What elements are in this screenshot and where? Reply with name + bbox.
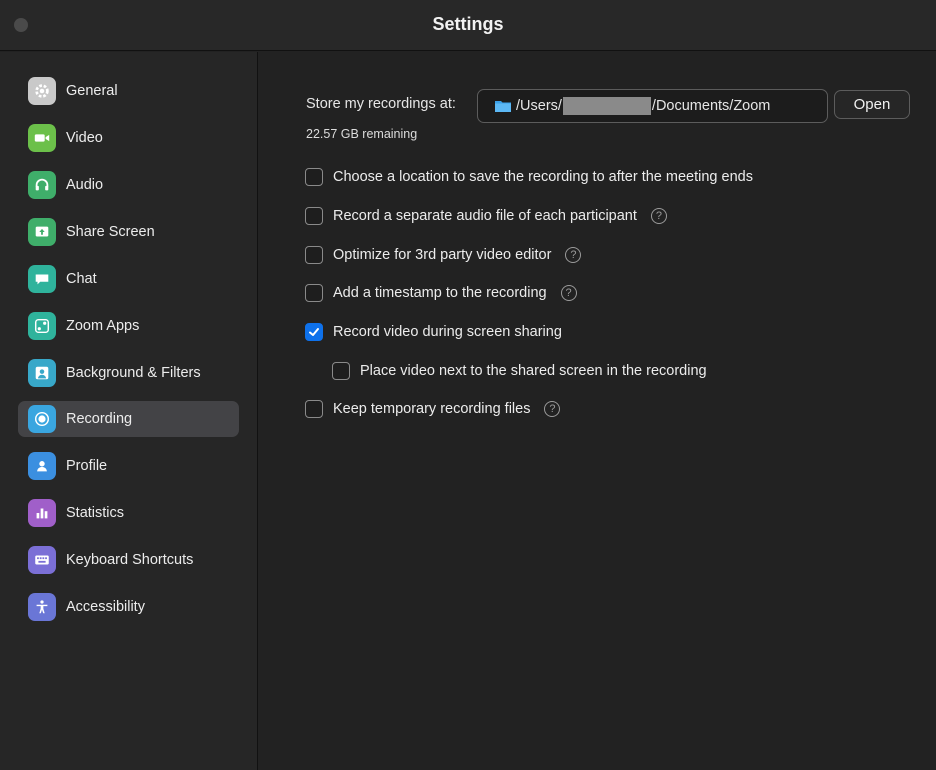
keyboard-icon [28, 546, 56, 574]
place-video-next-checkbox[interactable] [332, 362, 350, 380]
option-label: Record video during screen sharing [333, 324, 562, 340]
option-place-video-next[interactable] [332, 362, 707, 380]
sidebar-item-label: Zoom Apps [66, 318, 140, 334]
sidebar-item-statistics[interactable] [18, 495, 239, 531]
path-suffix: /Documents/Zoom [651, 98, 771, 114]
store-recordings-label: Store my recordings at: [306, 96, 456, 112]
help-icon[interactable]: ? [561, 285, 577, 301]
keep-temp-files-checkbox[interactable] [305, 400, 323, 418]
option-label: Add a timestamp to the recording [333, 285, 547, 301]
sidebar-item-label: Video [66, 130, 103, 146]
record-video-sharing-checkbox[interactable] [305, 323, 323, 341]
sidebar-item-label: Audio [66, 177, 104, 193]
sidebar-item-recording[interactable] [18, 401, 239, 437]
sidebar-item-label: Profile [66, 458, 108, 474]
sidebar-item-general[interactable] [18, 73, 239, 109]
sidebar-item-label: Accessibility [66, 599, 145, 615]
separate-audio-checkbox[interactable] [305, 207, 323, 225]
video-camera-icon [28, 124, 56, 152]
optimize-editor-checkbox[interactable] [305, 246, 323, 264]
storage-remaining: 22.57 GB remaining [306, 127, 418, 141]
sidebar-item-chat[interactable] [18, 261, 239, 297]
sidebar-item-label: Share Screen [66, 224, 155, 240]
title-bar [0, 0, 936, 51]
option-separate-audio[interactable] [305, 207, 667, 225]
sidebar-item-accessibility[interactable] [18, 589, 239, 625]
option-label: Record a separate audio file of each participant [333, 208, 637, 224]
gear-icon [28, 77, 56, 105]
sidebar-item-zoom-apps[interactable] [18, 308, 239, 344]
open-folder-button[interactable]: Open [834, 90, 910, 119]
sidebar-item-video[interactable] [18, 120, 239, 156]
background-person-icon [28, 359, 56, 387]
share-screen-icon [28, 218, 56, 246]
apps-icon [28, 312, 56, 340]
option-choose-location[interactable] [305, 168, 753, 186]
profile-person-icon [28, 452, 56, 480]
sidebar-item-label: Statistics [66, 505, 125, 521]
redacted-username [563, 97, 651, 115]
option-label: Place video next to the shared screen in the recording [360, 363, 707, 379]
recording-path-field[interactable] [477, 89, 828, 123]
checkmark-icon [308, 326, 320, 338]
help-icon[interactable]: ? [651, 208, 667, 224]
help-icon[interactable]: ? [565, 247, 581, 263]
sidebar-item-keyboard-shortcuts[interactable] [18, 542, 239, 578]
settings-sidebar [0, 52, 258, 770]
option-record-video-sharing[interactable] [305, 323, 562, 341]
option-label: Keep temporary recording files [333, 401, 531, 417]
option-label: Optimize for 3rd party video editor [333, 247, 552, 263]
sidebar-item-audio[interactable] [18, 167, 239, 203]
timestamp-checkbox[interactable] [305, 284, 323, 302]
choose-location-checkbox[interactable] [305, 168, 323, 186]
accessibility-icon [28, 593, 56, 621]
sidebar-item-label: Keyboard Shortcuts [66, 552, 194, 568]
recording-settings-panel [259, 52, 936, 770]
sidebar-item-share-screen[interactable] [18, 214, 239, 250]
headphones-icon [28, 171, 56, 199]
help-icon[interactable]: ? [544, 401, 560, 417]
bar-chart-icon [28, 499, 56, 527]
sidebar-item-background-filters[interactable] [18, 355, 239, 391]
sidebar-item-label: Recording [66, 411, 133, 427]
sidebar-item-profile[interactable] [18, 448, 239, 484]
sidebar-item-label: Chat [66, 271, 97, 287]
option-keep-temp-files[interactable] [305, 400, 560, 418]
window-title: Settings [432, 14, 504, 34]
option-timestamp[interactable] [305, 284, 577, 302]
folder-icon [494, 99, 512, 113]
path-prefix: /Users/ [516, 98, 562, 114]
option-label: Choose a location to save the recording to after the meeting ends [333, 169, 753, 185]
chat-bubble-icon [28, 265, 56, 293]
record-icon [28, 405, 56, 433]
option-optimize-editor[interactable] [305, 246, 581, 264]
sidebar-item-label: Background & Filters [66, 365, 201, 381]
sidebar-item-label: General [66, 83, 118, 99]
